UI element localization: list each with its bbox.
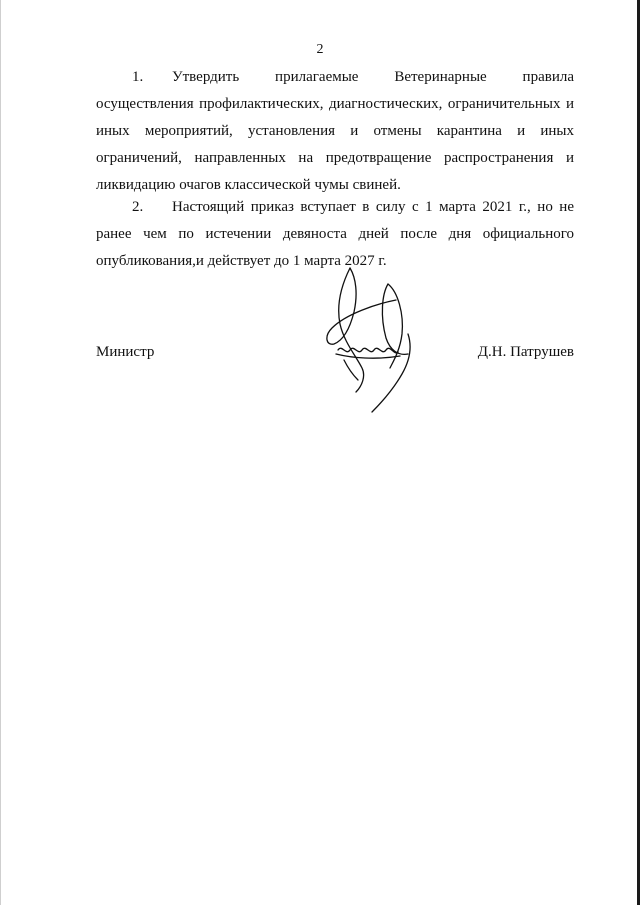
paragraph-2-number: 2. (132, 199, 144, 215)
signer-title: Министр (96, 344, 155, 360)
paragraph-1-number: 1. (132, 69, 144, 85)
scan-edge-left (0, 0, 1, 905)
paragraph-1 (96, 64, 574, 199)
paragraph-1-text: Утвердить прилагаемые Ветеринарные правила осуществления профилактических, диагностических, ограничительных и иных мероприятий, установления и отмены карантина и иных ограничений, направленных на предотвращение распространения и ликвидацию очагов классической чумы свиней. (96, 69, 574, 193)
signer-name: Д.Н. Патрушев (477, 344, 574, 360)
paragraph-2 (96, 194, 574, 275)
page-number: 2 (316, 42, 324, 57)
handwritten-signature (316, 264, 426, 416)
paragraph-2-text: Настоящий приказ вступает в силу с 1 марта 2021 г., но не ранее чем по истечении девяноста дней после дня официального опубликования,и действует до 1 марта 2027 г. (96, 199, 574, 269)
